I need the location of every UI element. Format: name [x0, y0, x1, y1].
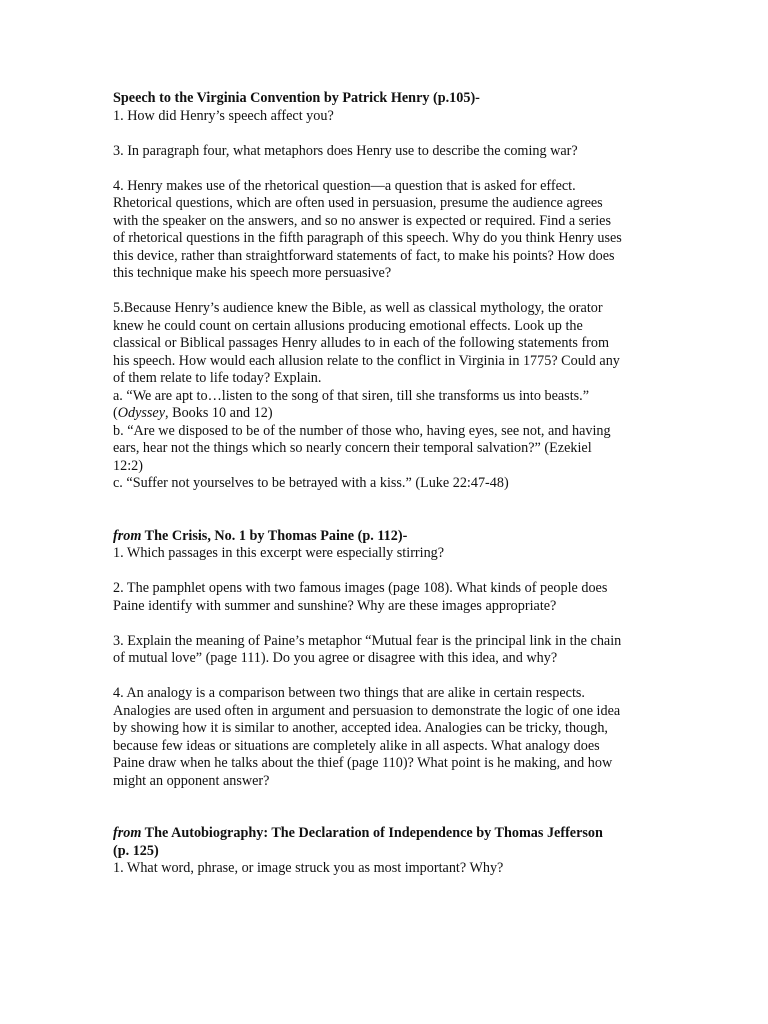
- text-line: of rhetorical questions in the fifth paragraph of this speech. Why do you think Henry uses: [113, 230, 622, 246]
- text-line: Analogies are used often in argument and persuasion to demonstrate the logic of one idea: [113, 702, 621, 719]
- text-line: because few ideas or situations are completely alike in all aspects. What analogy does: [113, 737, 600, 754]
- allusion-a-source: (Odyssey, Books 10 and 12): [113, 405, 273, 421]
- question-jefferson-1: 1. What word, phrase, or image struck you as most important? Why?: [113, 860, 504, 876]
- section-heading-jefferson-page: (p. 125): [113, 842, 159, 859]
- document-page: [113, 90, 653, 878]
- text-line: of mutual love” (page 111). Do you agree or disagree with this idea, and why?: [113, 650, 558, 666]
- allusion-b: b. “Are we disposed to be of the number of those who, having eyes, see not, and having: [113, 422, 611, 439]
- text-line: 2. The pamphlet opens with two famous images (page 108). What kinds of people does: [113, 580, 608, 596]
- section-heading-paine: from The Crisis, No. 1 by Thomas Paine (p. 112)-: [113, 527, 408, 544]
- question-henry-5: [113, 300, 653, 493]
- text-line: of them relate to life today? Explain.: [113, 370, 322, 386]
- text-line: 5.Because Henry’s audience knew the Bible, as well as classical mythology, the orator: [113, 300, 603, 316]
- text-line: knew he could count on certain allusions producing emotional effects. Look up the: [113, 317, 583, 334]
- section-heading-henry: Speech to the Virginia Convention by Patrick Henry (p.105)-: [113, 90, 480, 106]
- text-line: might an opponent answer?: [113, 772, 270, 789]
- text-line: Paine identify with summer and sunshine? Why are these images appropriate?: [113, 597, 557, 614]
- question-henry-1: 1. How did Henry’s speech affect you?: [113, 107, 334, 124]
- text-line: 4. Henry makes use of the rhetorical question—a question that is asked for effect.: [113, 177, 576, 194]
- text-line: 4. An analogy is a comparison between two things that are alike in certain respects.: [113, 685, 585, 701]
- question-henry-4: [113, 178, 653, 283]
- question-paine-2: [113, 580, 653, 615]
- text-line: this device, rather than straightforward statements of fact, to make his points? How does: [113, 247, 615, 264]
- question-paine-4: [113, 685, 653, 790]
- allusion-b: ears, hear not the things which so nearly concern their temporal salvation?” (Ezekiel: [113, 440, 592, 456]
- text-line: this technique make his speech more persuasive?: [113, 265, 392, 281]
- section-heading-jefferson: from The Autobiography: The Declaration of Independence by Thomas Jefferson: [113, 825, 603, 841]
- text-line: Rhetorical questions, which are often used in persuasion, presume the audience agrees: [113, 195, 603, 211]
- text-line: Paine draw when he talks about the thief (page 110)? What point is he making, and how: [113, 755, 613, 771]
- question-paine-1: 1. Which passages in this excerpt were especially stirring?: [113, 545, 445, 561]
- text-line: with the speaker on the answers, and so no answer is expected or required. Find a series: [113, 212, 611, 229]
- text-line: by showing how it is similar to another, accepted idea. Analogies can be tricky, though,: [113, 720, 608, 736]
- odyssey-title: Odyssey: [117, 405, 166, 421]
- question-henry-3: 3. In paragraph four, what metaphors does Henry use to describe the coming war?: [113, 142, 578, 159]
- allusion-b: 12:2): [113, 457, 143, 474]
- text-line: classical or Biblical passages Henry alludes to in each of the following statements from: [113, 335, 610, 351]
- text-line: 3. Explain the meaning of Paine’s metaphor “Mutual fear is the principal link in the chain: [113, 632, 622, 649]
- allusion-a: a. “We are apt to…listen to the song of that siren, till she transforms us into beasts.”: [113, 387, 590, 404]
- text-line: his speech. How would each allusion relate to the conflict in Virginia in 1775? Could any: [113, 352, 620, 369]
- question-paine-3: [113, 633, 653, 668]
- allusion-c: c. “Suffer not yourselves to be betrayed with a kiss.” (Luke 22:47-48): [113, 475, 509, 491]
